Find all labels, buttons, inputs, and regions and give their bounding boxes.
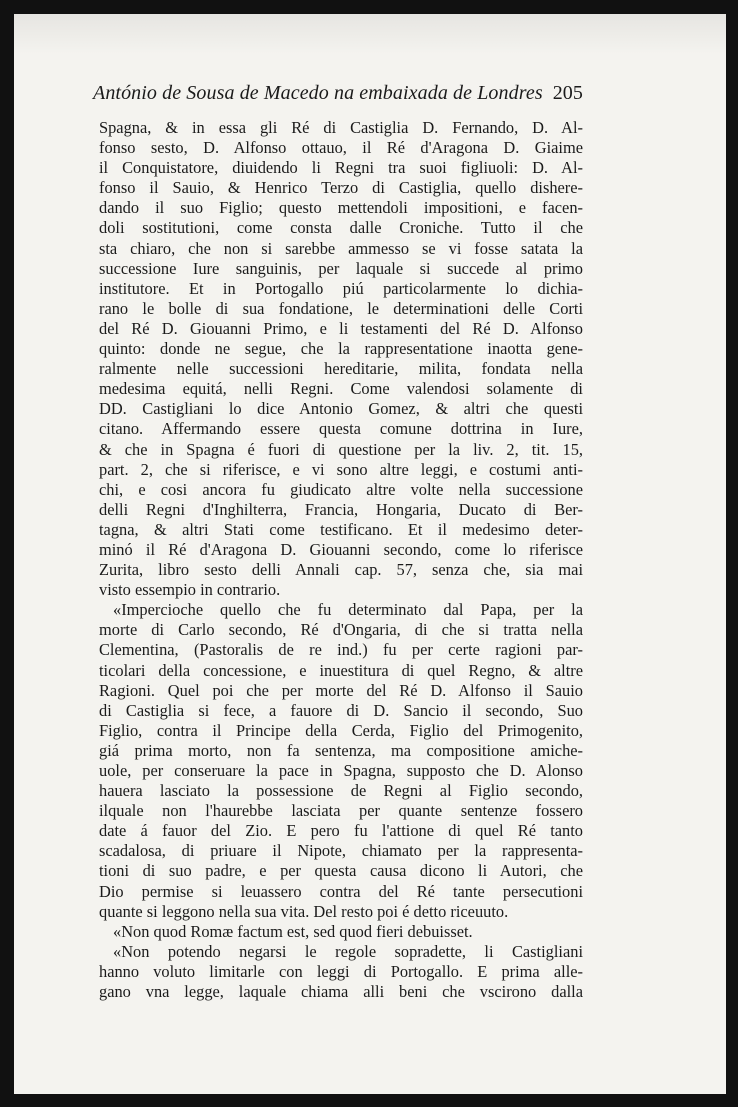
text-line: fonso sesto, D. Alfonso ottauo, il Ré d'Aragona D. Giaime <box>99 138 583 158</box>
text-line: Dio permise si leuassero contra del Ré tante persecutioni <box>99 881 583 901</box>
text-line: ticolari della concessione, e inuestitura di quel Regno, & altre <box>99 660 583 680</box>
text-line: «Non potendo negarsi le regole sopradette, li Castigliani <box>113 941 583 961</box>
text-line: uole, per conseruare la pace in Spagna, supposto che D. Alonso <box>99 761 583 780</box>
text-line: giá prima morto, non fa sentenza, ma compositione amiche- <box>99 740 583 760</box>
text-line: minó il Ré d'Aragona D. Giouanni secondo, come lo riferisce <box>99 539 583 559</box>
body-text <box>99 118 583 1002</box>
text-line: Figlio, contra il Principe della Cerda, Figlio del Primogenito, <box>99 720 583 740</box>
text-line: tagna, & altri Stati come testificano. Et il medesimo deter- <box>99 519 583 539</box>
book-page <box>14 14 726 1094</box>
running-header <box>93 78 583 108</box>
text-line: ilquale non l'haurebbe lasciata per quante sentenze fossero <box>99 801 583 821</box>
text-line: DD. Castigliani lo dice Antonio Gomez, & altri che questi <box>99 399 583 419</box>
text-line: medesima equitá, nelli Regni. Come valendosi solamente di <box>99 379 583 399</box>
text-line: «Impercioche quello che fu determinato dal Papa, per la <box>113 600 583 620</box>
text-line: hauera lasciato la possessione de Regni al Figlio secondo, <box>99 781 583 801</box>
text-line: Ragioni. Quel poi che per morte del Ré D. Alfonso il Sauio <box>99 680 583 700</box>
text-line: Spagna, & in essa gli Ré di Castiglia D. Fernando, D. Al- <box>99 118 583 137</box>
text-line: sta chiaro, che non si sarebbe ammesso se vi fosse satata la <box>99 238 583 258</box>
paragraph <box>99 942 583 1002</box>
text-line: gano vna legge, laquale chiama alli beni che vscirono dalla <box>99 982 583 1002</box>
text-line: «Non quod Romæ factum est, sed quod fieri debuisset. <box>113 921 473 941</box>
text-line: institutore. Et in Portogallo piú particolarmente lo dichia- <box>99 278 583 298</box>
text-line: morte di Carlo secondo, Ré d'Ongaria, di che si tratta nella <box>99 620 583 640</box>
page-number: 205 <box>552 82 583 104</box>
text-line: di Castiglia si fece, a fauore di D. Sancio il secondo, Suo <box>99 700 583 720</box>
text-line: & che in Spagna é fuori di questione per la liv. 2, tit. 15, <box>99 439 583 459</box>
text-line: hanno voluto limitarle con leggi di Portogallo. E prima alle- <box>99 961 583 981</box>
text-line: rano le bolle di sua fondatione, le determinationi delle Corti <box>99 298 583 318</box>
text-line: Clementina, (Pastoralis de re ind.) fu per certe ragioni par- <box>99 640 583 660</box>
text-line: visto essempio in contrario. <box>99 580 281 600</box>
text-line: fonso il Sauio, & Henrico Terzo di Castiglia, quello dishere- <box>99 178 583 198</box>
text-line: quinto: donde ne segue, che la rappresentatione inaotta gene- <box>99 339 583 359</box>
text-line: doli sostitutioni, come consta dalle Croniche. Tutto il che <box>99 218 583 238</box>
text-line: dando il suo Figlio; questo mettendoli impositioni, e facen- <box>99 198 583 218</box>
paragraph <box>99 118 583 600</box>
text-line: date á fauor del Zio. E pero fu l'attione di quel Ré tanto <box>99 821 583 841</box>
text-line: chi, e cosi ancora fu giudicato altre volte nella successione <box>99 479 583 499</box>
text-line: Zurita, libro sesto delli Annali cap. 57, senza che, sia mai <box>99 560 583 580</box>
text-line: ralmente nelle successioni hereditarie, milita, fondata nella <box>99 359 583 379</box>
text-line: delli Regni d'Inghilterra, Francia, Hongaria, Ducato di Ber- <box>99 499 583 519</box>
paragraph <box>99 922 583 942</box>
text-line: successione Iure sanguinis, per laquale si succede al primo <box>99 258 583 278</box>
text-line: scadalosa, di priuare il Nipote, chiamato per la rappresenta- <box>99 841 583 861</box>
text-line: quante si leggono nella sua vita. Del resto poi é detto riceuuto. <box>99 901 509 921</box>
text-line: citano. Affermando essere questa comune dottrina in Iure, <box>99 419 583 439</box>
text-line: part. 2, che si riferisce, e vi sono altre leggi, e costumi anti- <box>99 459 583 479</box>
running-title: António de Sousa de Macedo na embaixada de Londres <box>93 82 543 104</box>
text-line: del Ré D. Giouanni Primo, e li testamenti del Ré D. Alfonso <box>99 318 583 338</box>
text-line: il Conquistatore, diuidendo li Regni tra suoi figliuoli: D. Al- <box>99 158 583 178</box>
paragraph <box>99 600 583 922</box>
text-line: tioni di suo padre, e per questa causa dicono li Autori, che <box>99 861 583 881</box>
